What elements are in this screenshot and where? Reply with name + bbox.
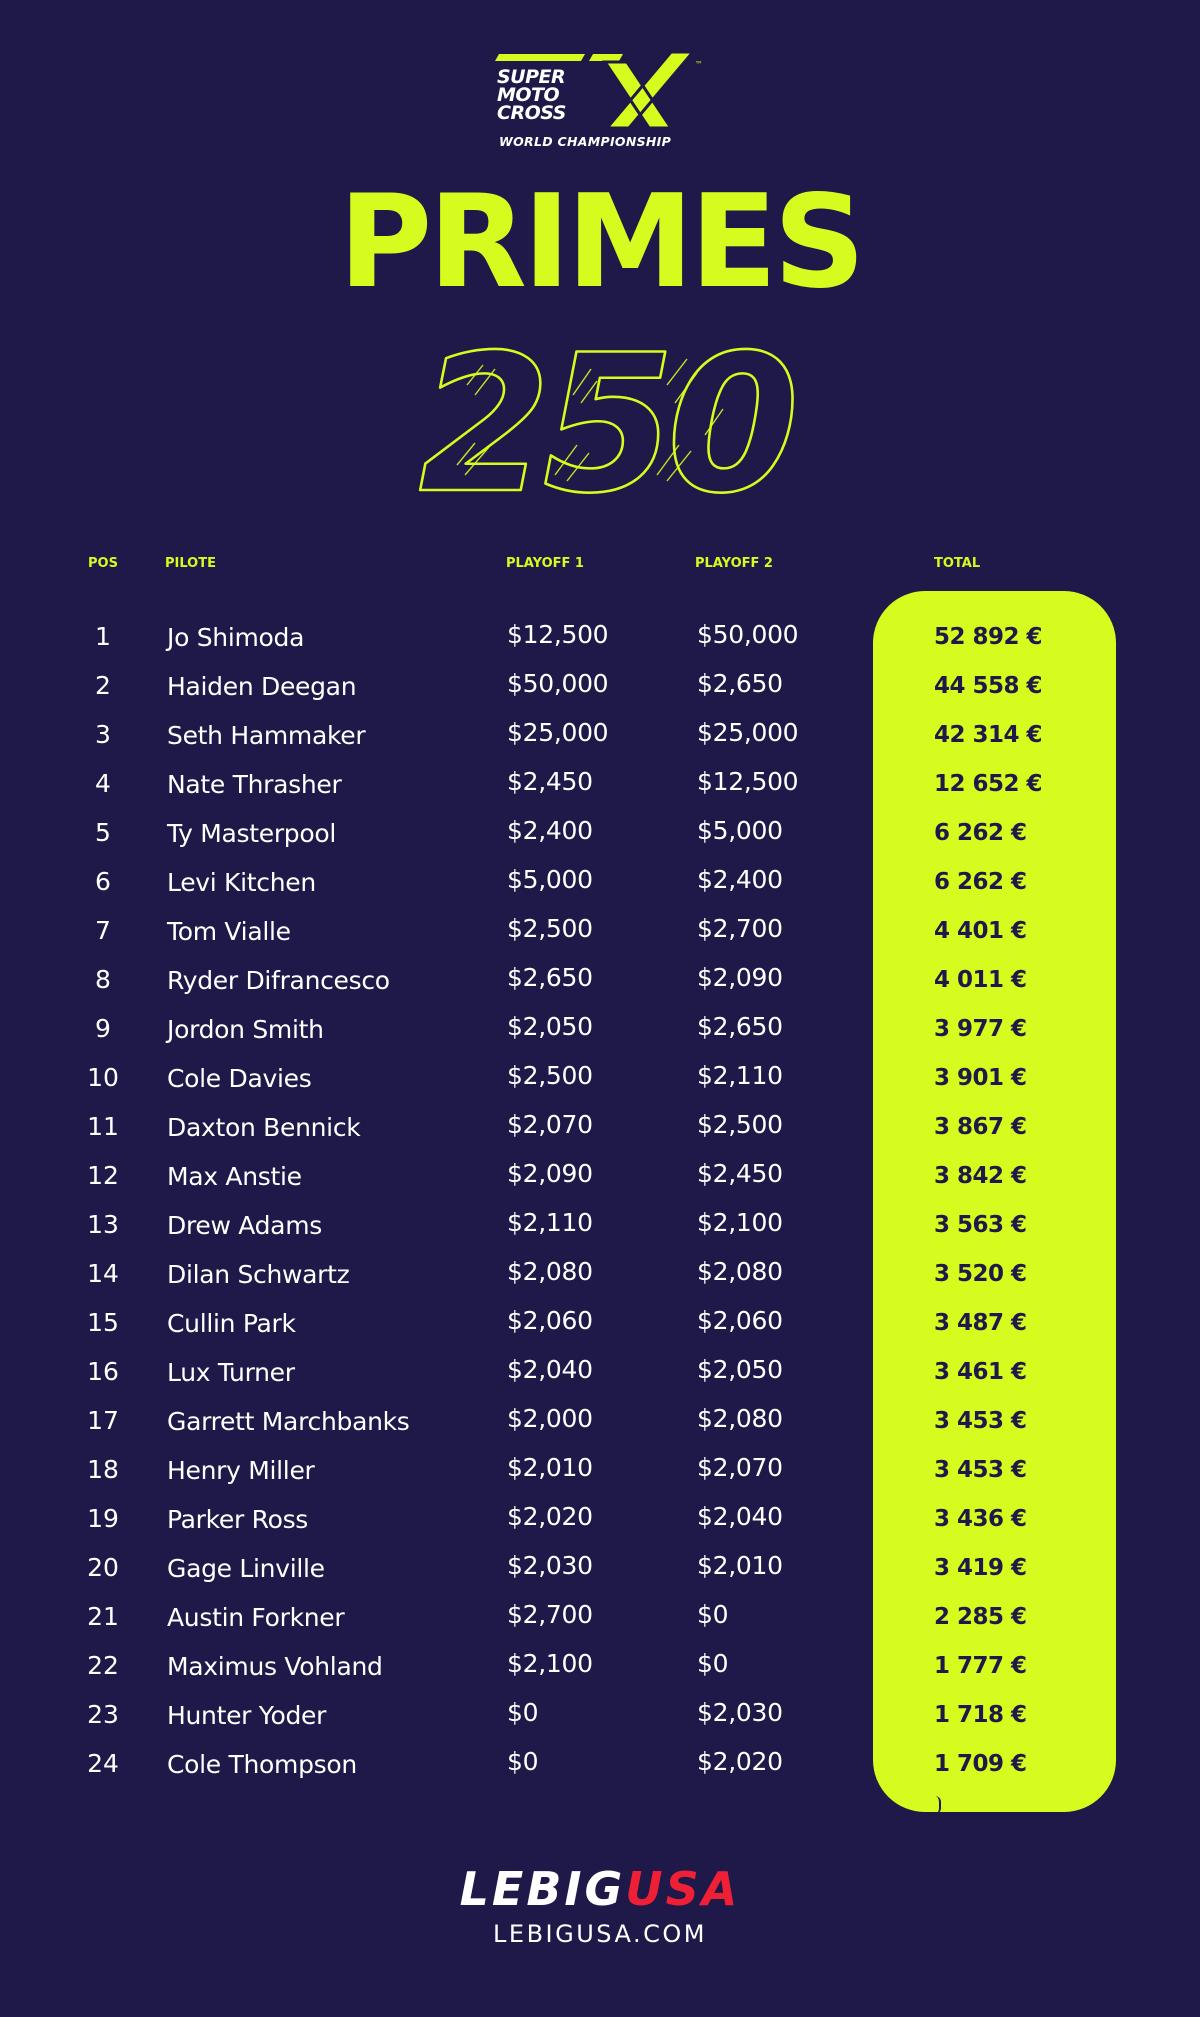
- playoff-2-amount: $50,000: [697, 620, 799, 649]
- rider-name: Parker Ross: [167, 1505, 309, 1534]
- playoff-2-amount: $2,650: [697, 669, 783, 698]
- rider-position: 24: [87, 1749, 119, 1778]
- rider-position: 4: [95, 769, 111, 798]
- table-row: [0, 916, 1200, 965]
- total-amount: 3 453 €: [934, 1457, 1027, 1483]
- rider-name: Tom Vialle: [167, 917, 291, 946]
- playoff-1-amount: $12,500: [507, 620, 609, 649]
- playoff-2-amount: $12,500: [697, 767, 799, 796]
- rider-name: Lux Turner: [167, 1358, 295, 1387]
- playoff-2-amount: $2,030: [697, 1698, 783, 1727]
- rider-name: Cole Thompson: [167, 1750, 357, 1779]
- rider-name: Levi Kitchen: [167, 868, 316, 897]
- table-row: [0, 671, 1200, 720]
- table-row: [0, 1063, 1200, 1112]
- total-amount: 3 461 €: [934, 1359, 1027, 1385]
- table-row: [0, 1161, 1200, 1210]
- rider-position: 3: [95, 720, 111, 749]
- rider-name: Dilan Schwartz: [167, 1260, 350, 1289]
- rider-position: 5: [95, 818, 111, 847]
- class-number-250: [405, 325, 805, 510]
- rider-position: 23: [87, 1700, 119, 1729]
- playoff-1-amount: $2,500: [507, 914, 593, 943]
- rider-position: 12: [87, 1161, 119, 1190]
- table-row: [0, 720, 1200, 769]
- table-row: [0, 1406, 1200, 1455]
- rider-name: Gage Linville: [167, 1554, 325, 1583]
- total-amount: 2 285 €: [934, 1604, 1027, 1630]
- playoff-1-amount: $50,000: [507, 669, 609, 698]
- rider-position: 6: [95, 867, 111, 896]
- playoff-1-amount: $2,040: [507, 1355, 593, 1384]
- playoff-2-amount: $5,000: [697, 816, 783, 845]
- playoff-2-amount: $2,100: [697, 1208, 783, 1237]
- playoff-2-amount: $2,040: [697, 1502, 783, 1531]
- total-amount: 6 262 €: [934, 820, 1027, 846]
- rider-name: Cullin Park: [167, 1309, 296, 1338]
- supermotocross-logo: [495, 48, 710, 153]
- class-number-text: 250: [418, 325, 792, 510]
- rider-name: Maximus Vohland: [167, 1652, 383, 1681]
- rider-name: Cole Davies: [167, 1064, 312, 1093]
- rider-name: Haiden Deegan: [167, 672, 357, 701]
- total-amount: 1 777 €: [934, 1653, 1027, 1679]
- rider-name: Austin Forkner: [167, 1603, 345, 1632]
- playoff-1-amount: $0: [507, 1698, 539, 1727]
- playoff-1-amount: $2,450: [507, 767, 593, 796]
- rider-position: 7: [95, 916, 111, 945]
- table-row: [0, 1455, 1200, 1504]
- rider-name: Ryder Difrancesco: [167, 966, 390, 995]
- playoff-2-amount: $2,020: [697, 1747, 783, 1776]
- playoff-1-amount: $2,000: [507, 1404, 593, 1433]
- playoff-2-amount: $2,500: [697, 1110, 783, 1139]
- rider-name: Seth Hammaker: [167, 721, 366, 750]
- total-amount: 6 262 €: [934, 869, 1027, 895]
- brand-part-lebig: LEBIG: [459, 1862, 626, 1916]
- playoff-1-amount: $2,050: [507, 1012, 593, 1041]
- total-amount: 3 901 €: [934, 1065, 1027, 1091]
- table-row: [0, 1553, 1200, 1602]
- playoff-1-amount: $25,000: [507, 718, 609, 747]
- logo-word-moto: MOTO: [497, 84, 560, 106]
- table-row: [0, 1700, 1200, 1749]
- playoff-1-amount: $2,070: [507, 1110, 593, 1139]
- table-row: [0, 1308, 1200, 1357]
- rider-position: 22: [87, 1651, 119, 1680]
- total-amount: 44 558 €: [934, 673, 1043, 699]
- playoff-1-amount: $2,010: [507, 1453, 593, 1482]
- rider-name: Max Anstie: [167, 1162, 302, 1191]
- rider-position: 1: [95, 622, 111, 651]
- playoff-1-amount: $2,030: [507, 1551, 593, 1580]
- table-row: [0, 1749, 1200, 1798]
- playoff-2-amount: $2,090: [697, 963, 783, 992]
- rider-position: 14: [87, 1259, 119, 1288]
- rider-name: Henry Miller: [167, 1456, 315, 1485]
- playoff-2-amount: $2,700: [697, 914, 783, 943]
- total-amount: 4 401 €: [934, 918, 1027, 944]
- rider-position: 10: [87, 1063, 119, 1092]
- rider-position: 16: [87, 1357, 119, 1386]
- logo-word-super: SUPER: [497, 66, 566, 88]
- total-amount: 1 709 €: [934, 1751, 1027, 1777]
- logo-subtitle: WORLD CHAMPIONSHIP: [499, 134, 672, 149]
- playoff-1-amount: $2,110: [507, 1208, 593, 1237]
- table-row: [0, 1112, 1200, 1161]
- playoff-1-amount: $2,090: [507, 1159, 593, 1188]
- total-amount: 52 892 €: [934, 624, 1043, 650]
- table-row: [0, 1602, 1200, 1651]
- total-amount: 3 563 €: [934, 1212, 1027, 1238]
- rider-position: 20: [87, 1553, 119, 1582]
- table-row: [0, 1504, 1200, 1553]
- lebigusa-logo: [0, 1864, 1200, 1914]
- playoff-2-amount: $2,110: [697, 1061, 783, 1090]
- playoff-1-amount: $2,400: [507, 816, 593, 845]
- header-pos: POS: [88, 556, 118, 571]
- header-pilote: PILOTE: [165, 556, 216, 571]
- playoff-2-amount: $25,000: [697, 718, 799, 747]
- header-playoff-2: PLAYOFF 2: [695, 556, 773, 571]
- playoff-2-amount: $2,070: [697, 1453, 783, 1482]
- rider-position: 21: [87, 1602, 119, 1631]
- total-amount: 3 520 €: [934, 1261, 1027, 1287]
- playoff-1-amount: $0: [507, 1747, 539, 1776]
- playoff-2-amount: $2,050: [697, 1355, 783, 1384]
- playoff-1-amount: $2,060: [507, 1306, 593, 1335]
- logo-word-cross: CROSS: [497, 102, 566, 124]
- playoff-2-amount: $0: [697, 1649, 729, 1678]
- rider-name: Nate Thrasher: [167, 770, 342, 799]
- rider-position: 13: [87, 1210, 119, 1239]
- playoff-1-amount: $2,500: [507, 1061, 593, 1090]
- playoff-2-amount: $2,450: [697, 1159, 783, 1188]
- rider-name: Drew Adams: [167, 1211, 322, 1240]
- playoff-1-amount: $2,100: [507, 1649, 593, 1678]
- playoff-2-amount: $2,400: [697, 865, 783, 894]
- playoff-1-amount: $2,700: [507, 1600, 593, 1629]
- total-amount: 3 487 €: [934, 1310, 1027, 1336]
- total-amount: 42 314 €: [934, 722, 1043, 748]
- table-row: [0, 965, 1200, 1014]
- playoff-2-amount: $2,080: [697, 1404, 783, 1433]
- table-row: [0, 818, 1200, 867]
- header-total: TOTAL: [934, 556, 981, 571]
- rider-name: Garrett Marchbanks: [167, 1407, 410, 1436]
- total-amount: 4 011 €: [934, 967, 1027, 993]
- header-playoff-1: PLAYOFF 1: [506, 556, 584, 571]
- total-amount: 12 652 €: [934, 771, 1043, 797]
- playoff-1-amount: $2,020: [507, 1502, 593, 1531]
- rider-position: 9: [95, 1014, 111, 1043]
- playoff-2-amount: $2,010: [697, 1551, 783, 1580]
- playoff-1-amount: $2,080: [507, 1257, 593, 1286]
- rider-name: Jo Shimoda: [167, 623, 305, 652]
- total-amount: 3 977 €: [934, 1016, 1027, 1042]
- table-row: [0, 622, 1200, 671]
- page-title: PRIMES: [338, 168, 862, 317]
- rider-position: 15: [87, 1308, 119, 1337]
- rider-position: 11: [87, 1112, 119, 1141]
- rider-name: Jordon Smith: [167, 1015, 324, 1044]
- table-row: [0, 1210, 1200, 1259]
- rider-name: Daxton Bennick: [167, 1113, 361, 1142]
- total-amount: 3 419 €: [934, 1555, 1027, 1581]
- playoff-1-amount: $2,650: [507, 963, 593, 992]
- table-row: [0, 1014, 1200, 1063]
- table-row: [0, 1259, 1200, 1308]
- table-row: [0, 769, 1200, 818]
- rider-position: 18: [87, 1455, 119, 1484]
- total-amount: 3 436 €: [934, 1506, 1027, 1532]
- playoff-2-amount: $2,650: [697, 1012, 783, 1041]
- total-amount: 3 842 €: [934, 1163, 1027, 1189]
- footer-url: LEBIGUSA.COM: [493, 1920, 707, 1948]
- playoff-2-amount: $0: [697, 1600, 729, 1629]
- rider-name: Ty Masterpool: [167, 819, 337, 848]
- playoff-2-amount: $2,080: [697, 1257, 783, 1286]
- total-amount: 3 867 €: [934, 1114, 1027, 1140]
- rider-name: Hunter Yoder: [167, 1701, 327, 1730]
- table-row: [0, 1651, 1200, 1700]
- playoff-1-amount: $5,000: [507, 865, 593, 894]
- playoff-2-amount: $2,060: [697, 1306, 783, 1335]
- table-row: [0, 1357, 1200, 1406]
- rider-position: 2: [95, 671, 111, 700]
- total-amount: 3 453 €: [934, 1408, 1027, 1434]
- brand-part-usa: USA: [625, 1862, 741, 1916]
- rider-position: 17: [87, 1406, 119, 1435]
- logo-trademark: ™: [695, 60, 703, 69]
- rider-position: 8: [95, 965, 111, 994]
- total-amount: 1 718 €: [934, 1702, 1027, 1728]
- table-row: [0, 867, 1200, 916]
- rider-position: 19: [87, 1504, 119, 1533]
